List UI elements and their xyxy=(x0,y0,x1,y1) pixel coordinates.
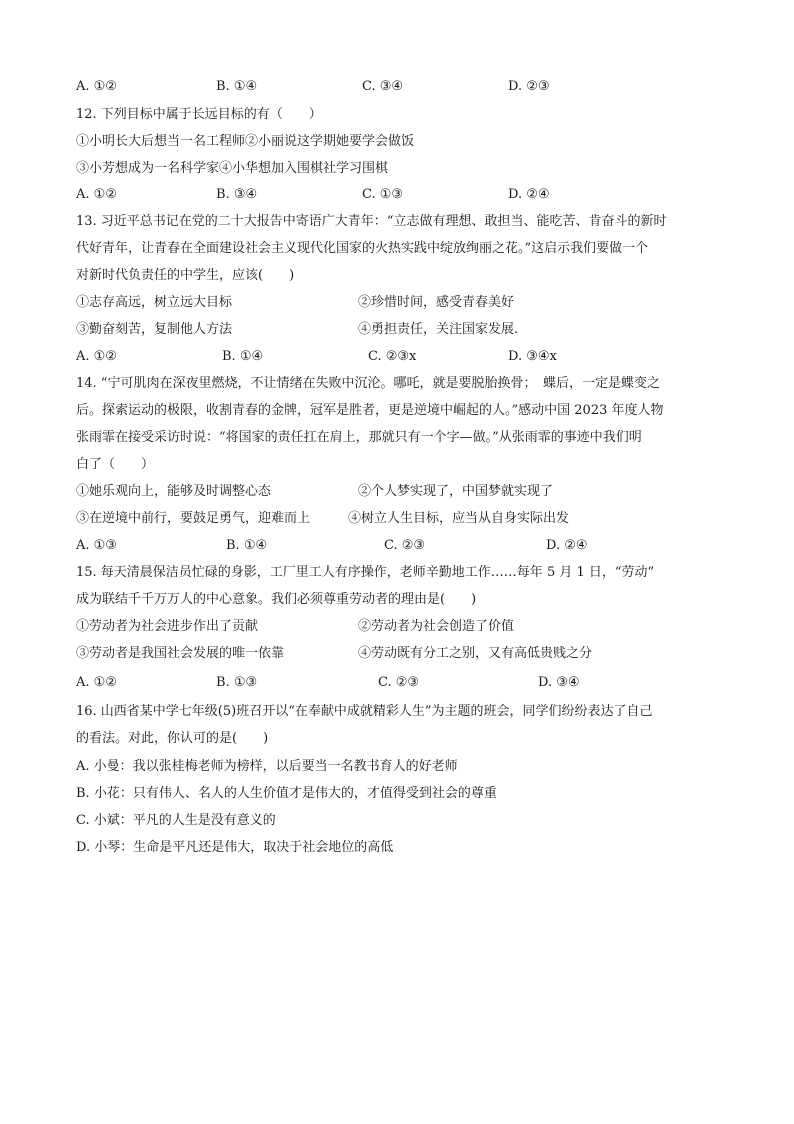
q13-statement-2: ②珍惜时间，感受青春美好 xyxy=(358,295,515,310)
q16-option-b: B. 小花：只有伟人、名人的人生价值才是伟大的，才值得受到社会的尊重 xyxy=(76,786,497,801)
q15-statement-3: ③劳动者是我国社会发展的唯一依靠 xyxy=(76,646,285,661)
q12-option-a: A. ①② xyxy=(76,187,117,202)
q16-option-a: A. 小曼：我以张桂梅老师为榜样，以后要当一名教书育人的好老师 xyxy=(76,759,458,774)
q15-stem-1: 15. 每天清晨保洁员忙碌的身影，工厂里工人有序操作，老师辛勤地工作……每年 5 月 1 日，“劳动” xyxy=(76,565,655,580)
q14-statement-4: ④树立人生目标，应当从自身实际出发 xyxy=(348,511,570,526)
q14-stem-4: 白了（ ） xyxy=(76,457,155,472)
q11-option-c: C. ③④ xyxy=(362,79,404,94)
q14-stem-2: 后。探索运动的极限，收割青春的金牌，冠军是胜者，更是逆境中崛起的人。”感动中国 2023 年度人物 xyxy=(76,403,664,418)
q14-stem-1: 14. “宁可肌肉在深夜里燃烧，不让情绪在失败中沉沦。哪吒，就是要脱胎换骨； 蝶后，一定是蝶变之 xyxy=(76,376,660,391)
q16-stem-1: 16. 山西省某中学七年级(5)班召开以“在奉献中成就精彩人生”为主题的班会，同学们纷纷表达了自己 xyxy=(76,704,653,719)
q11-options xyxy=(76,78,726,96)
q15-statement-1: ①劳动者为社会进步作出了贡献 xyxy=(76,619,259,634)
q16-option-d: D. 小琴：生命是平凡还是伟大，取决于社会地位的高低 xyxy=(76,840,394,855)
q12-option-c: C. ①③ xyxy=(362,187,404,202)
q11-option-a: A. ①② xyxy=(76,79,117,94)
q14-option-b: B. ①④ xyxy=(226,538,268,553)
q15-statement-4: ④劳动既有分工之别，又有高低贵贱之分 xyxy=(358,646,593,661)
q15-statements-row-2 xyxy=(76,645,726,663)
q13-option-c: C. ②③x xyxy=(368,349,417,364)
q13-statements-row-2 xyxy=(76,321,726,339)
q13-statement-3: ③勤奋刻苦，复制他人方法 xyxy=(76,322,233,337)
q11-option-b: B. ①④ xyxy=(216,79,258,94)
q13-stem-2: 代好青年，让青春在全面建设社会主义现代化国家的火热实践中绽放绚丽之花。”这启示我们要做一个 xyxy=(76,241,649,256)
q12-option-b: B. ③④ xyxy=(216,187,258,202)
q16-stem-2: 的看法。对此，你认可的是( ) xyxy=(76,731,269,746)
q12-option-d: D. ②④ xyxy=(508,187,550,202)
q14-option-a: A. ①③ xyxy=(76,538,117,553)
q15-options xyxy=(76,674,726,692)
q13-statement-4: ④勇担责任，关注国家发展. xyxy=(358,322,519,337)
q14-statements-row-1 xyxy=(76,483,726,501)
q13-option-a: A. ①② xyxy=(76,349,117,364)
q15-option-a: A. ①② xyxy=(76,675,117,690)
q14-statement-2: ②个人梦实现了，中国梦就实现了 xyxy=(358,484,554,499)
q16-option-c: C. 小斌：平凡的人生是没有意义的 xyxy=(76,813,276,828)
q12-statements-1: ①小明长大后想当一名工程师②小丽说这学期她要学会做饭 xyxy=(76,134,415,149)
q13-options xyxy=(76,348,726,366)
q13-statement-1: ①志存高远，树立远大目标 xyxy=(76,295,233,310)
q13-option-b: B. ①④ xyxy=(222,349,264,364)
q15-option-d: D. ③④ xyxy=(538,675,580,690)
q14-option-d: D. ②④ xyxy=(546,538,588,553)
q12-stem: 12. 下列目标中属于长远目标的有（ ） xyxy=(76,107,322,122)
q11-option-d: D. ②③ xyxy=(508,79,550,94)
q14-statement-3: ③在逆境中前行，要鼓足勇气，迎难而上 xyxy=(76,511,311,526)
q15-option-b: B. ①③ xyxy=(216,675,258,690)
q14-options xyxy=(76,537,726,555)
q15-option-c: C. ②③ xyxy=(378,675,420,690)
q14-statement-1: ①她乐观向上，能够及时调整心态 xyxy=(76,484,272,499)
q13-stem-3: 对新时代负责任的中学生，应该( ) xyxy=(76,268,295,283)
q15-stem-2: 成为联结千千万万人的中心意象。我们必须尊重劳动者的理由是( ) xyxy=(76,592,477,607)
q15-statement-2: ②劳动者为社会创造了价值 xyxy=(358,619,515,634)
q12-options xyxy=(76,186,726,204)
q14-statements-row-2 xyxy=(76,510,726,528)
q13-option-d: D. ③④x xyxy=(508,349,557,364)
q13-statements-row-1 xyxy=(76,294,726,312)
q14-option-c: C. ②③ xyxy=(384,538,426,553)
q14-stem-3: 张雨霏在接受采访时说：“将国家的责任扛在肩上，那就只有一个字—做。”从张雨霏的事迹中我们明 xyxy=(76,430,642,445)
q13-stem-1: 13. 习近平总书记在党的二十大报告中寄语广大青年：“立志做有理想、敢担当、能吃苦、肯奋斗的新时 xyxy=(76,214,667,229)
q15-statements-row-1 xyxy=(76,618,726,636)
q12-statements-2: ③小芳想成为一名科学家④小华想加入围棋社学习围棋 xyxy=(76,161,389,176)
